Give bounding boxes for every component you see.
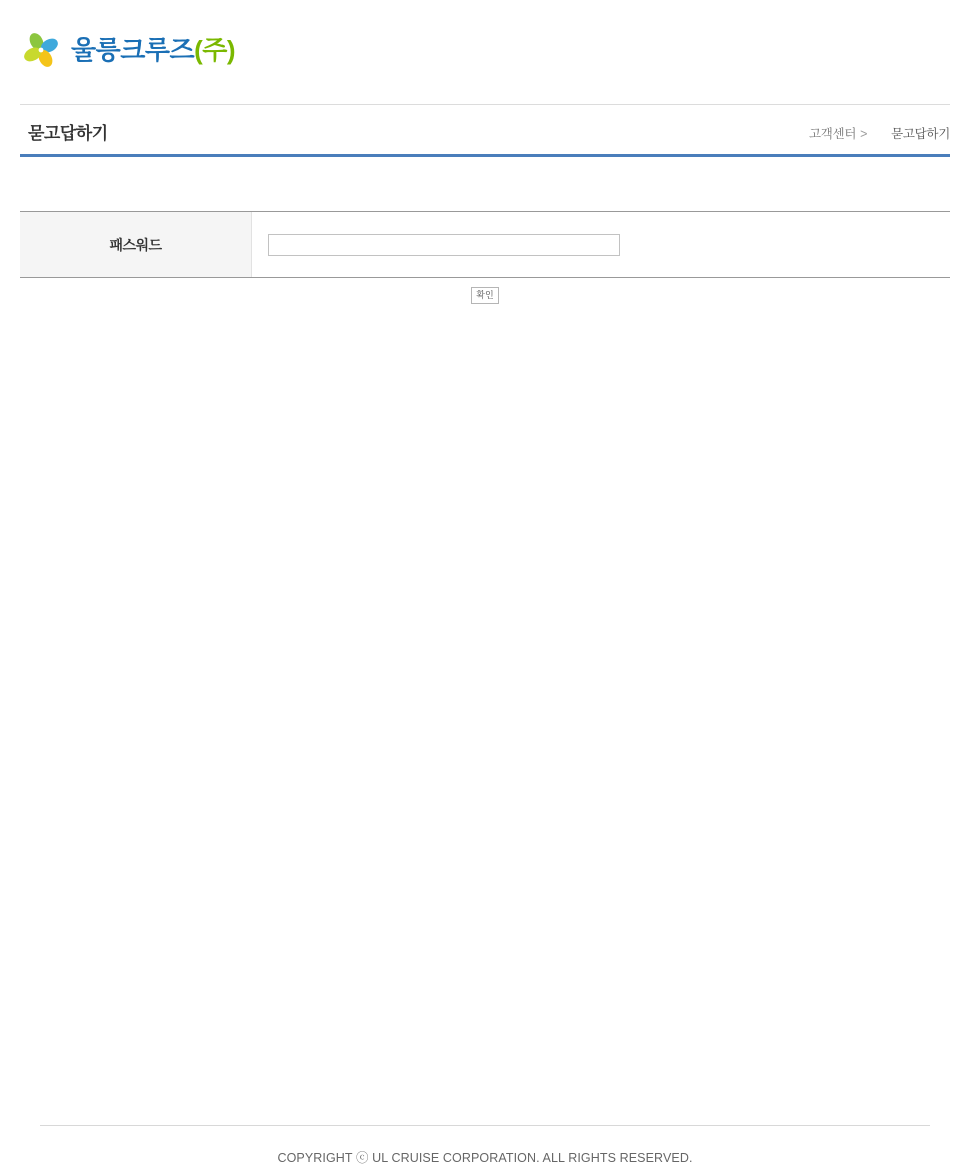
site-logo-link[interactable] [20, 29, 235, 71]
form-actions [20, 287, 950, 304]
breadcrumb [809, 124, 950, 142]
site-footer [40, 1125, 930, 1166]
page-title-bar [20, 104, 950, 157]
page-title: 묻고답하기 [28, 124, 108, 143]
password-field-cell [252, 212, 950, 277]
content-area [20, 211, 950, 1165]
logo-text-main: 울릉크루즈 [71, 35, 195, 65]
breadcrumb-root[interactable]: 고객센터 [809, 127, 857, 141]
pinwheel-flower-logo-icon [20, 29, 62, 71]
breadcrumb-separator: > [860, 127, 868, 141]
copyright-text: COPYRIGHT ⓒ UL CRUISE CORPORATION. ALL RIGHTS RESERVED. [277, 1151, 693, 1165]
submit-button[interactable]: 확인 [471, 287, 499, 304]
breadcrumb-current: 묻고답하기 [891, 127, 950, 141]
password-label-cell [20, 212, 252, 277]
logo-text-suffix: (주) [194, 35, 236, 65]
password-label: 패스워드 [109, 236, 162, 253]
password-input[interactable] [268, 234, 620, 256]
site-header [0, 0, 970, 104]
password-form-table [20, 211, 950, 278]
site-logo-text [71, 37, 235, 63]
